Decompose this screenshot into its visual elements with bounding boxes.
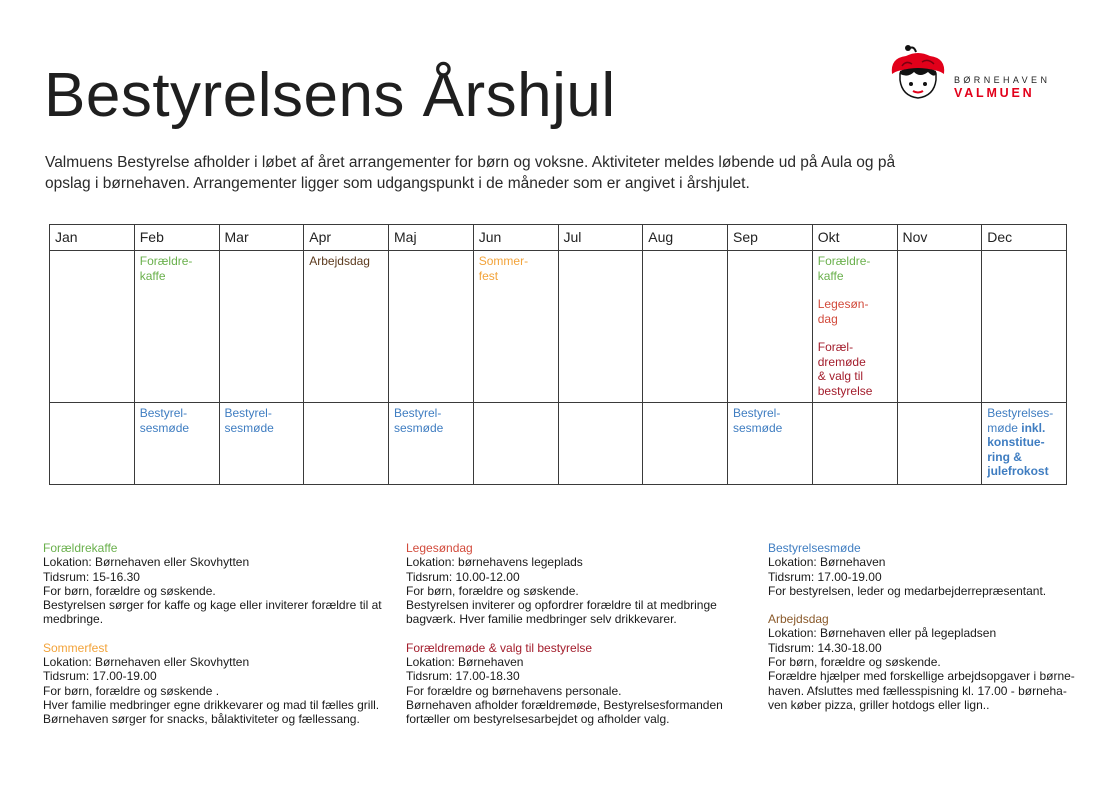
info-line: Lokation: børnehavens legeplads xyxy=(406,555,583,570)
event-line: ring & xyxy=(987,449,1022,464)
logo-subtitle: BØRNEHAVEN xyxy=(954,75,1051,85)
month-header: Mar xyxy=(219,225,304,251)
info-line: Lokation: Børnehaven eller Skovhytten xyxy=(43,555,250,570)
event-line: sesmøde xyxy=(139,420,190,435)
info-heading: Arbejdsdag xyxy=(768,612,829,627)
event-line: Bestyrel- xyxy=(394,406,442,420)
event-line: bestyrelse xyxy=(817,383,873,398)
info-line: Børnehaven afholder forældremøde, Bestyrelsesformanden xyxy=(406,697,723,712)
info-line: haven. Afsluttes med fællesspisning kl. 17.00 - børneha- xyxy=(768,683,1067,698)
info-line: Tidsrum: 15-16.30 xyxy=(43,569,140,584)
event-line: dremøde xyxy=(817,354,866,369)
event-bestyrelsesmode xyxy=(225,406,300,435)
event-line: sesmøde xyxy=(733,420,783,435)
cell-okt xyxy=(812,403,897,485)
event-line: kaffe xyxy=(139,268,166,283)
cell-aug xyxy=(643,403,728,485)
cell-sep xyxy=(728,403,813,485)
year-wheel-table xyxy=(49,224,1067,485)
event-line: møde xyxy=(987,420,1022,435)
info-line: For børn, forældre og søskende . xyxy=(43,683,220,698)
cell-dec xyxy=(982,403,1067,485)
cell-dec xyxy=(982,251,1067,403)
cell-jul xyxy=(558,251,643,403)
month-header: Maj xyxy=(389,225,474,251)
info-column-2 xyxy=(406,541,756,741)
info-line: Tidsrum: 10.00-12.00 xyxy=(406,569,520,584)
event-line: Foræl- xyxy=(817,340,854,354)
event-bestyrelsesmode xyxy=(733,406,808,435)
event-line: Sommer- xyxy=(478,254,529,268)
info-line: Forældre hjælper med forskellige arbejdsopgaver i børne- xyxy=(768,669,1075,684)
cell-feb xyxy=(134,251,219,403)
info-line: For børn, forældre og søskende. xyxy=(43,583,216,598)
event-line: & valg til xyxy=(817,369,864,383)
info-column-1 xyxy=(43,541,393,741)
info-line: For forældre og børnehavens personale. xyxy=(406,683,622,698)
cell-aug xyxy=(643,251,728,403)
info-line: medbringe. xyxy=(43,612,104,627)
event-line: Bestyrel- xyxy=(224,406,272,420)
info-heading: Forældremøde & valg til bestyrelse xyxy=(406,640,593,655)
cell-apr xyxy=(304,251,389,403)
month-header: Okt xyxy=(812,225,897,251)
event-line: kaffe xyxy=(817,268,844,283)
cell-jan xyxy=(50,403,135,485)
info-sommerfest xyxy=(43,641,393,727)
cell-nov xyxy=(897,403,982,485)
info-foraeldrekaffe xyxy=(43,541,393,627)
month-header: Jan xyxy=(50,225,135,251)
logo xyxy=(888,44,1078,108)
poppy-girl-logo-icon xyxy=(888,44,950,108)
info-legesondag xyxy=(406,541,756,627)
event-line: Bestyrelses- xyxy=(987,406,1054,420)
event-legesondag xyxy=(818,297,893,326)
info-heading: Forældrekaffe xyxy=(43,541,118,555)
info-heading: Bestyrelsesmøde xyxy=(768,541,861,555)
cell-mar xyxy=(219,403,304,485)
event-line: Legesøn- xyxy=(817,297,869,311)
month-header: Jul xyxy=(558,225,643,251)
cell-mar xyxy=(219,251,304,403)
info-line: ven køber pizza, griller hotdogs eller lign.. xyxy=(768,697,990,712)
event-foraeldrekaffe xyxy=(818,254,893,283)
event-arbejdsdag xyxy=(309,254,384,269)
event-line: inkl. xyxy=(1021,420,1046,435)
event-line: dag xyxy=(817,311,838,326)
info-heading: Sommerfest xyxy=(43,640,108,655)
info-line: Tidsrum: 17.00-19.00 xyxy=(43,669,157,684)
month-header: Jun xyxy=(473,225,558,251)
events-row xyxy=(50,251,1067,403)
event-line: julefrokost xyxy=(987,464,1049,478)
event-line: sesmøde xyxy=(394,420,444,435)
page-title: Bestyrelsens Årshjul xyxy=(44,61,616,130)
meetings-row xyxy=(50,403,1067,485)
event-line: fest xyxy=(478,268,499,283)
logo-name: VALMUEN xyxy=(954,86,1035,100)
cell-feb xyxy=(134,403,219,485)
info-line: Lokation: Børnehaven xyxy=(406,655,524,670)
info-line: Hver familie medbringer egne drikkevarer og mad til fælles grill. xyxy=(43,697,380,712)
cell-okt xyxy=(812,251,897,403)
info-line: Tidsrum: 14.30-18.00 xyxy=(768,640,882,655)
info-line: bagværk. Hver familie medbringer selv drikkevarer. xyxy=(406,612,677,627)
cell-apr xyxy=(304,403,389,485)
event-foraeldremode xyxy=(818,340,893,398)
info-line: Lokation: Børnehaven eller Skovhytten xyxy=(43,655,250,670)
info-line: For bestyrelsen, leder og medarbejderrepræsentant. xyxy=(768,583,1047,598)
event-line: sesmøde xyxy=(224,420,274,435)
cell-nov xyxy=(897,251,982,403)
event-line: konstitue- xyxy=(987,435,1045,449)
event-bestyrelsesmode xyxy=(140,406,215,435)
month-header: Aug xyxy=(643,225,728,251)
month-header: Feb xyxy=(134,225,219,251)
info-line: Tidsrum: 17.00-18.30 xyxy=(406,669,520,684)
event-line: Arbejdsdag xyxy=(309,254,370,268)
event-bestyrelsesmode-julefrokost xyxy=(987,406,1062,479)
cell-sep xyxy=(728,251,813,403)
event-foraeldrekaffe xyxy=(140,254,215,283)
cell-jan xyxy=(50,251,135,403)
info-arbejdsdag xyxy=(768,612,1088,712)
month-header-row xyxy=(50,225,1067,251)
month-header: Dec xyxy=(982,225,1067,251)
month-header: Nov xyxy=(897,225,982,251)
info-line: Lokation: Børnehaven xyxy=(768,555,886,570)
info-heading: Legesøndag xyxy=(406,541,473,555)
event-sommerfest xyxy=(479,254,554,283)
event-line: Bestyrel- xyxy=(733,406,781,420)
cell-maj xyxy=(389,403,474,485)
event-bestyrelsesmode xyxy=(394,406,469,435)
info-column-3 xyxy=(768,541,1088,726)
info-line: Bestyrelsen inviterer og opfordrer forældre til at medbringe xyxy=(406,598,717,613)
info-line: For børn, forældre og søskende. xyxy=(406,583,579,598)
month-header: Apr xyxy=(304,225,389,251)
info-foraeldremode xyxy=(406,641,756,727)
info-line: Børnehaven sørger for snacks, bålaktiviteter og fællessang. xyxy=(43,712,360,727)
info-line: Tidsrum: 17.00-19.00 xyxy=(768,569,882,584)
cell-jun xyxy=(473,251,558,403)
info-line: Lokation: Børnehaven eller på legepladsen xyxy=(768,626,997,641)
info-line: fortæller om bestyrelsesarbejdet og afholder valg. xyxy=(406,712,670,727)
event-line: Bestyrel- xyxy=(139,406,188,420)
event-line: Forældre- xyxy=(817,254,871,268)
intro-text: Valmuens Bestyrelse afholder i løbet af året arrangementer for børn og voksne. Aktiviteter meldes løbende ud på Aula og på opslag i børnehaven. Arrangementer ligger som udgangspunkt i de måneder som er angivet i årshjulet. xyxy=(45,154,896,192)
info-line: Bestyrelsen sørger for kaffe og kage eller inviterer forældre til at xyxy=(43,598,382,613)
cell-jun xyxy=(473,403,558,485)
event-line: Forældre- xyxy=(139,254,193,268)
cell-jul xyxy=(558,403,643,485)
info-line: For børn, forældre og søskende. xyxy=(768,655,941,670)
cell-maj xyxy=(389,251,474,403)
month-header: Sep xyxy=(728,225,813,251)
info-bestyrelsesmode xyxy=(768,541,1088,598)
